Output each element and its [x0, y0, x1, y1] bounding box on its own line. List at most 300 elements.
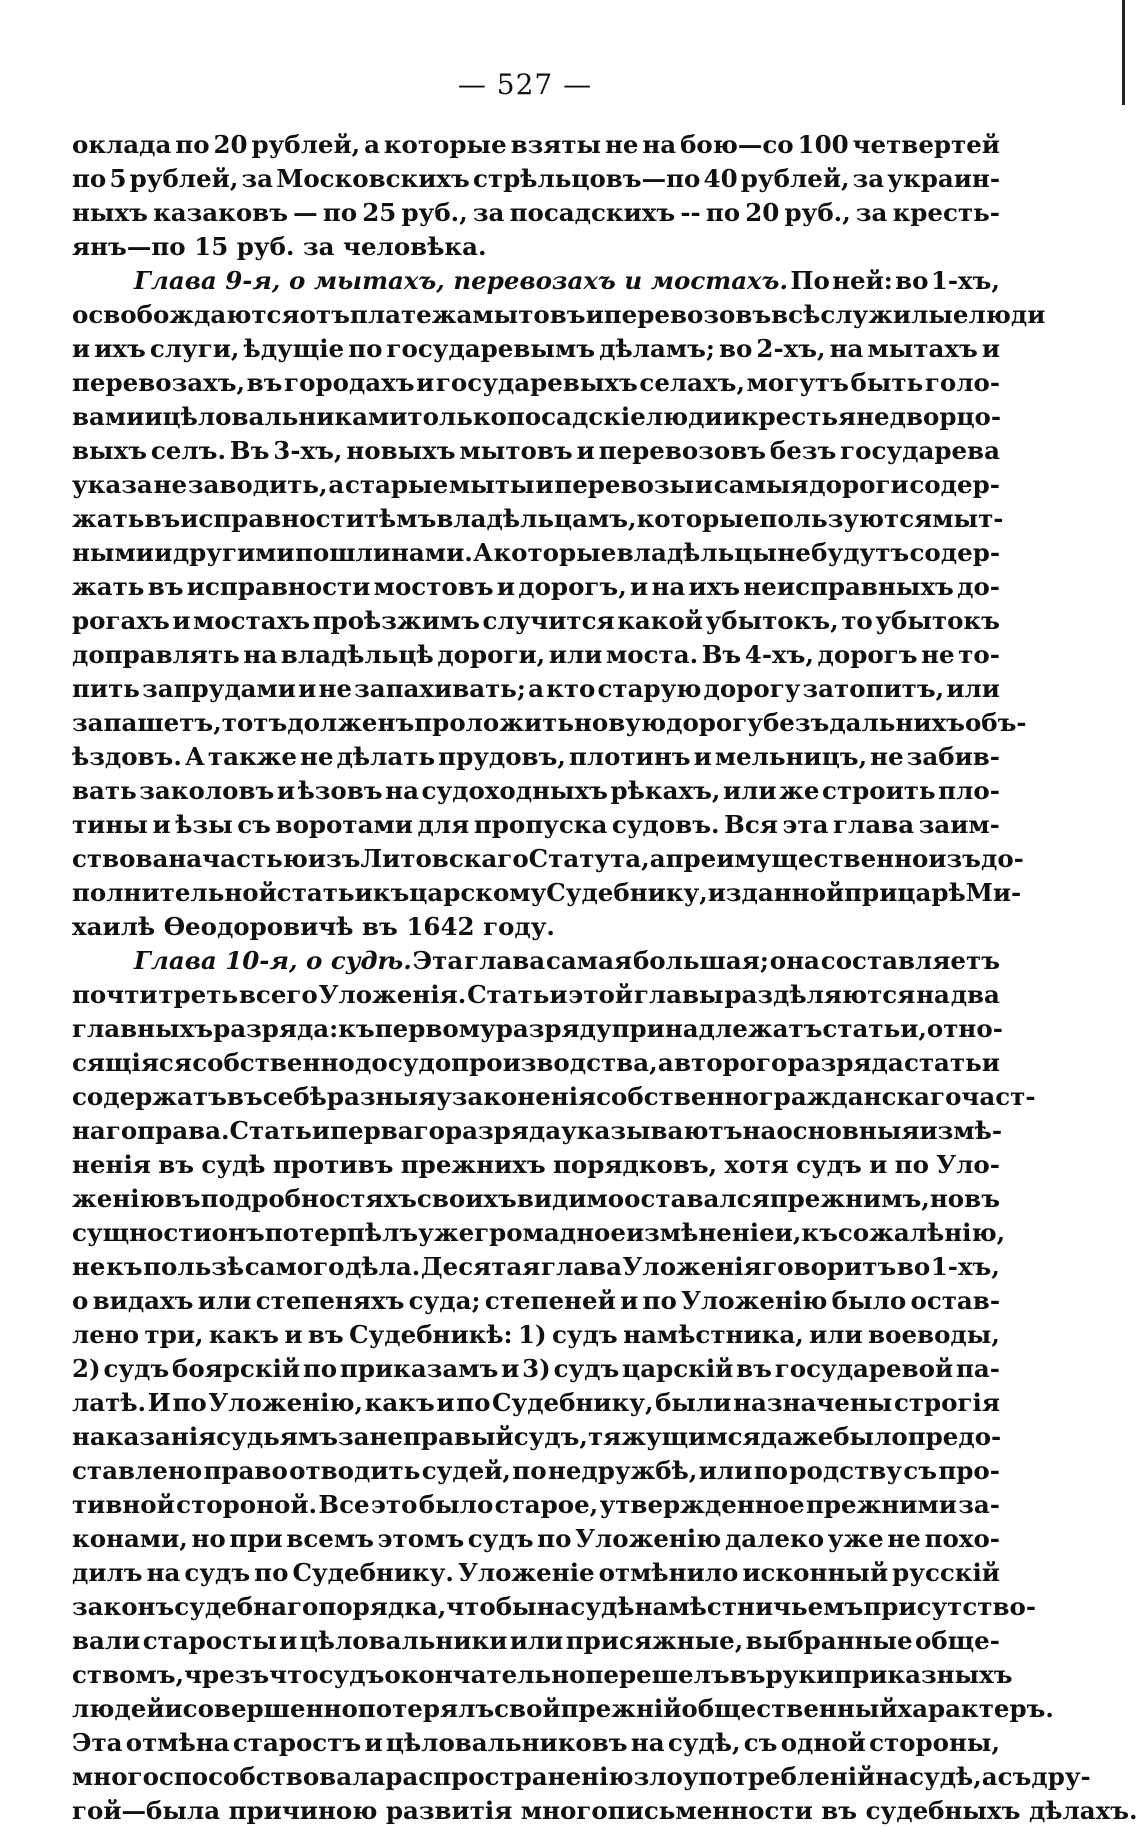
word: 1-хъ,: [930, 266, 1000, 295]
word: и: [869, 1150, 888, 1179]
word: дру-: [1031, 1762, 1091, 1791]
word: слуги,: [149, 334, 240, 363]
word: пить: [72, 674, 140, 703]
word: старостъ: [232, 1728, 362, 1757]
word: а: [328, 470, 345, 499]
text-line: [72, 1590, 1036, 1624]
word: заводить,: [187, 470, 328, 499]
text-line: [72, 1182, 1000, 1216]
word: не: [153, 470, 188, 499]
word: а: [528, 674, 544, 703]
word: Ми-: [965, 878, 1022, 907]
word: глава: [464, 946, 546, 975]
word: или: [698, 1456, 753, 1485]
word: —: [293, 198, 318, 227]
word: старосты: [142, 1626, 277, 1655]
word: и: [620, 1286, 639, 1315]
word: но: [191, 1524, 226, 1553]
word: то-: [958, 640, 1000, 669]
word: владѣльцѣ: [280, 640, 434, 669]
word: украин-: [887, 164, 1000, 193]
word: 4-хъ,: [744, 640, 814, 669]
word: въ: [158, 1150, 195, 1179]
word: по: [172, 1388, 207, 1417]
word: тѣмъ: [363, 504, 437, 533]
word: мостахъ: [193, 606, 311, 635]
text-line: [72, 1658, 1013, 1692]
word: посадскихъ: [509, 198, 676, 227]
word: или: [509, 1626, 564, 1655]
word: стороны,: [869, 1728, 1000, 1757]
word: Уложенію: [575, 1524, 722, 1553]
word: судъ: [553, 1354, 620, 1383]
word: казаковъ: [153, 198, 288, 227]
word: назначены: [733, 1388, 893, 1417]
word: мостовъ: [373, 572, 494, 601]
word: много: [72, 1762, 159, 1791]
word: строгія: [893, 1388, 1000, 1417]
word: Уло-: [936, 1150, 1000, 1179]
word: сожалѣнію,: [837, 1218, 1006, 1247]
word: стороной.: [176, 1490, 318, 1519]
word: наказанія: [72, 1422, 217, 1451]
word: а: [649, 844, 666, 873]
word: обще-: [914, 1626, 1000, 1655]
word: жать: [72, 572, 145, 601]
word: оклада: [72, 130, 172, 159]
word: па-: [956, 1354, 1000, 1383]
word: а: [981, 1762, 998, 1791]
word: присутство-: [863, 1592, 1036, 1621]
word: на: [630, 1728, 665, 1757]
word: люди: [968, 300, 1046, 329]
word: за-: [958, 1490, 1000, 1519]
word: не: [870, 742, 904, 771]
word: предо-: [907, 1422, 1002, 1451]
text-line: [72, 264, 1000, 298]
word: самая: [546, 946, 633, 975]
word: и: [154, 538, 173, 567]
text-line: [72, 332, 1000, 366]
word: разряда: [445, 1116, 562, 1145]
word: причиною: [228, 1796, 386, 1825]
word: и: [416, 368, 435, 397]
word: не: [604, 130, 639, 159]
word: пропуска: [473, 810, 608, 839]
word: развитія: [385, 1796, 521, 1825]
word: --: [680, 198, 701, 227]
word: ѣзовъ: [297, 776, 383, 805]
word: прежнимъ,: [769, 1184, 930, 1213]
word: кто: [546, 674, 596, 703]
word: дальнихъ: [829, 708, 965, 737]
word: моста.: [605, 640, 699, 669]
word: или: [809, 1320, 863, 1349]
text-line: [72, 1352, 1000, 1386]
word: убытокъ: [875, 606, 1000, 635]
word: проложить: [414, 708, 574, 737]
word: гой—была: [72, 1796, 229, 1825]
word: полнительной: [72, 878, 277, 907]
word: мельницъ,: [714, 742, 868, 771]
text-line: [72, 808, 1000, 842]
word: на: [146, 1558, 181, 1587]
text-line: [72, 1250, 1000, 1284]
word: пло-: [938, 776, 1000, 805]
text-line: [72, 1794, 1138, 1828]
word: въ: [729, 1660, 766, 1689]
word: дороги,: [437, 640, 546, 669]
text-line: [72, 1080, 1036, 1114]
word: частью: [202, 844, 308, 873]
word: для: [417, 810, 470, 839]
word: руб.: [236, 232, 303, 261]
word: судопроизводства,: [387, 1048, 658, 1077]
word: 2): [72, 1354, 101, 1383]
word: женію: [72, 1184, 165, 1213]
word: и: [496, 572, 515, 601]
word: тотъ: [221, 708, 288, 737]
word: судъ: [552, 1320, 618, 1349]
word: перевозовъ: [603, 300, 772, 329]
text-line: [72, 128, 1000, 162]
word: ненія: [72, 1150, 151, 1179]
word: по: [254, 1558, 289, 1587]
word: преимущественно: [665, 844, 929, 873]
word: убытокъ,: [705, 606, 839, 635]
word: статьи: [903, 1048, 1000, 1077]
word: способствовала: [158, 1762, 386, 1791]
word: другими: [172, 538, 295, 567]
word: 15: [194, 232, 237, 261]
word: измѣненіе: [626, 1218, 775, 1247]
word: выхъ: [72, 436, 147, 465]
word: мыт-: [932, 504, 1004, 533]
word: содер-: [909, 538, 1000, 567]
word: къ: [338, 1014, 375, 1043]
word: посадскіе: [506, 402, 646, 431]
word: въ: [246, 368, 283, 397]
word: и: [152, 810, 171, 839]
word: отводить: [289, 1456, 421, 1485]
word: судѣ: [201, 1150, 266, 1179]
word: потерялъ: [357, 1694, 495, 1723]
text-line: [72, 1522, 1000, 1556]
word: 100: [797, 130, 849, 159]
word: и: [630, 572, 649, 601]
word: и: [436, 1388, 455, 1417]
word: безъ: [762, 708, 830, 737]
word: рублей,: [129, 164, 239, 193]
word: заим-: [918, 810, 1000, 839]
word: ихъ: [688, 572, 741, 601]
word: гражданскаго: [758, 1082, 962, 1111]
word: въ: [307, 1320, 344, 1349]
word: Все: [318, 1490, 370, 1519]
word: дѣлахъ.: [1028, 1796, 1138, 1825]
text-line: [72, 1488, 1000, 1522]
word: то: [841, 606, 873, 635]
word: два: [950, 980, 1000, 1009]
word: первому: [374, 1014, 496, 1043]
word: которые: [493, 538, 617, 567]
word: тивной: [72, 1490, 175, 1519]
word: цѣловальниковъ: [385, 1728, 628, 1757]
word: статьи,: [822, 1014, 927, 1043]
word: по: [537, 1524, 572, 1553]
word: Статута,: [528, 844, 650, 873]
word: въ: [164, 1184, 201, 1213]
word: при: [229, 1524, 283, 1553]
word: но: [929, 1184, 965, 1213]
text-line: [72, 1454, 1000, 1488]
word: мыты: [448, 470, 535, 499]
word: на: [651, 572, 686, 601]
word: отмѣна: [125, 1728, 230, 1757]
word: изданной: [707, 878, 845, 907]
word: видахъ: [92, 1286, 194, 1315]
word: судебныхъ: [865, 1796, 1029, 1825]
word: утвержденное: [599, 1490, 805, 1519]
word: которые: [636, 504, 760, 533]
word: и: [585, 300, 604, 329]
word: были: [655, 1388, 732, 1417]
word: намѣстника,: [623, 1320, 804, 1349]
word: говоритъ: [762, 1252, 897, 1281]
word: отмѣнило: [598, 1558, 739, 1587]
word: про-: [938, 1456, 1000, 1485]
word: судей,: [421, 1456, 511, 1485]
word: и: [279, 1626, 298, 1655]
word: старое,: [494, 1490, 599, 1519]
text-line: [72, 400, 1000, 434]
text-line: [72, 638, 1000, 672]
word: пошлинами.: [294, 538, 473, 567]
word: при: [844, 878, 898, 907]
text-line: [72, 978, 1000, 1012]
word: и: [284, 1320, 303, 1349]
text-line: [72, 944, 1000, 978]
text-line: [72, 1114, 1000, 1148]
word: Литовскаго: [360, 844, 529, 873]
word: за: [472, 198, 505, 227]
word: 2-хъ,: [756, 334, 826, 363]
word: 5: [109, 164, 127, 193]
word: измѣ-: [919, 1116, 1002, 1145]
word: которые: [383, 130, 507, 159]
word: цѣловальники: [299, 1626, 508, 1655]
word: русскій: [892, 1558, 1000, 1587]
word: хотя: [724, 1150, 789, 1179]
word: отъ: [299, 300, 350, 329]
word: треть: [158, 980, 239, 1009]
word: А: [473, 538, 494, 567]
word: къ: [801, 1218, 838, 1247]
word: указа: [72, 470, 153, 499]
word: и: [144, 402, 163, 431]
word: быть: [850, 368, 924, 397]
word: человѣка.: [343, 232, 487, 261]
word: приказамъ: [339, 1354, 499, 1383]
word: голо-: [924, 368, 1000, 397]
word: Статьи: [467, 980, 568, 1009]
word: и: [501, 1354, 520, 1383]
word: воротами: [275, 810, 413, 839]
word: Эта: [72, 1728, 123, 1757]
word: и: [981, 334, 1000, 363]
word: многописьменности: [520, 1796, 822, 1825]
word: наго: [72, 1116, 138, 1145]
word: Судебнику.: [292, 1558, 454, 1587]
word: онъ: [211, 1218, 265, 1247]
word: и: [172, 606, 191, 635]
word: судъ: [467, 1524, 534, 1553]
word: ныхъ: [72, 198, 148, 227]
text-line: [72, 706, 1027, 740]
word: бою—со: [680, 130, 794, 159]
word: до-: [957, 572, 1000, 601]
word: пользѣ: [143, 1252, 245, 1281]
word: потерпѣлъ: [264, 1218, 419, 1247]
word: даже: [760, 1422, 834, 1451]
word: воеводы,: [868, 1320, 1000, 1349]
word: по: [456, 1388, 491, 1417]
text-line: [72, 1760, 1091, 1794]
text-line: [72, 1624, 1000, 1658]
word: случится: [482, 606, 615, 635]
word: второго: [674, 1048, 788, 1077]
word: Уложенію,: [208, 1388, 364, 1417]
word: лено: [72, 1320, 140, 1349]
word: эта: [782, 810, 829, 839]
word: дилъ: [72, 1558, 143, 1587]
word: собственно: [192, 1048, 355, 1077]
word: содержатъ: [72, 1082, 227, 1111]
word: по: [72, 164, 107, 193]
word: Десятая: [420, 1252, 541, 1281]
word: судѣ: [570, 1592, 635, 1621]
word: конами,: [72, 1524, 188, 1553]
word: государева: [840, 436, 1000, 465]
word: вали: [72, 1626, 141, 1655]
word: порядка,: [318, 1592, 447, 1621]
word: ными: [72, 538, 154, 567]
word: Въ: [701, 640, 742, 669]
word: не: [887, 1524, 921, 1553]
word: По: [790, 266, 830, 295]
word: прудовъ,: [438, 742, 566, 771]
word: рогахъ: [72, 606, 170, 635]
word: указываютъ: [561, 1116, 743, 1145]
word: себѣ: [262, 1082, 327, 1111]
word: разряду: [495, 1014, 612, 1043]
text-line: [72, 434, 1000, 468]
body-text: [72, 128, 1138, 1828]
word: А: [184, 742, 205, 771]
word: и: [693, 742, 712, 771]
word: узаконенія: [436, 1082, 597, 1111]
word: она: [769, 946, 820, 975]
word: характеръ.: [897, 1694, 1054, 1723]
word: кресть-: [892, 198, 1000, 227]
word: въ: [964, 1184, 1000, 1213]
word: было: [833, 1422, 908, 1451]
word: перевозовъ: [598, 436, 767, 465]
word: 3-хъ,: [273, 436, 343, 465]
word: исправности: [186, 572, 371, 601]
word: всего: [238, 980, 318, 1009]
word: 40: [703, 164, 738, 193]
word: окончательно: [384, 1660, 586, 1689]
word: статьи: [276, 878, 373, 907]
word: совершенно: [182, 1694, 358, 1723]
word: а: [364, 130, 380, 159]
word: противъ: [272, 1150, 394, 1179]
word: ѣздовъ.: [72, 742, 182, 771]
word: составляетъ: [820, 946, 1000, 975]
word: уже: [827, 1524, 884, 1553]
word: къ: [372, 878, 410, 907]
word: городахъ: [284, 368, 415, 397]
word: на: [536, 1592, 571, 1621]
word: а: [657, 1048, 674, 1077]
word: по: [753, 1456, 788, 1485]
word: тины: [72, 810, 148, 839]
word: глава: [540, 1252, 622, 1281]
word: ствомъ,: [72, 1660, 185, 1689]
word: затопитъ,: [802, 674, 945, 703]
word: платежа: [349, 300, 473, 329]
word: право: [203, 1456, 288, 1485]
word: неправый: [369, 1422, 514, 1451]
word: или: [197, 1286, 252, 1315]
paragraph: [72, 128, 1000, 264]
word: во: [718, 334, 753, 363]
word: и,: [774, 1218, 802, 1247]
word: всемъ: [286, 1524, 374, 1553]
word: въ: [226, 1082, 263, 1111]
word: янъ—по: [72, 232, 195, 261]
word: за: [302, 232, 344, 261]
paragraph: [72, 944, 1138, 1828]
word: или: [548, 640, 603, 669]
word: изъ: [928, 844, 981, 873]
word: этомъ: [377, 1524, 465, 1553]
word: латѣ.: [72, 1388, 147, 1417]
word: по: [705, 198, 741, 227]
word: царѣ: [897, 878, 966, 907]
word: на: [385, 776, 419, 805]
word: суда;: [408, 1286, 481, 1315]
word: по: [348, 334, 383, 363]
text-line: [72, 1012, 1003, 1046]
word: судъ: [796, 1150, 862, 1179]
word: собственно: [596, 1082, 759, 1111]
word: не: [72, 1252, 106, 1281]
word: не: [777, 538, 811, 567]
word: порядковъ,: [552, 1150, 718, 1179]
word: съ: [743, 1728, 778, 1757]
word: до-: [980, 844, 1024, 873]
word: законъ: [72, 1592, 175, 1621]
word: проѣзжимъ: [312, 606, 480, 635]
word: остав-: [910, 1286, 1000, 1315]
word: мытовъ: [459, 436, 573, 465]
word: раздѣляются: [724, 980, 916, 1009]
text-line: [72, 910, 1000, 944]
word: похо-: [924, 1524, 1000, 1553]
word: боярскій: [172, 1354, 301, 1383]
